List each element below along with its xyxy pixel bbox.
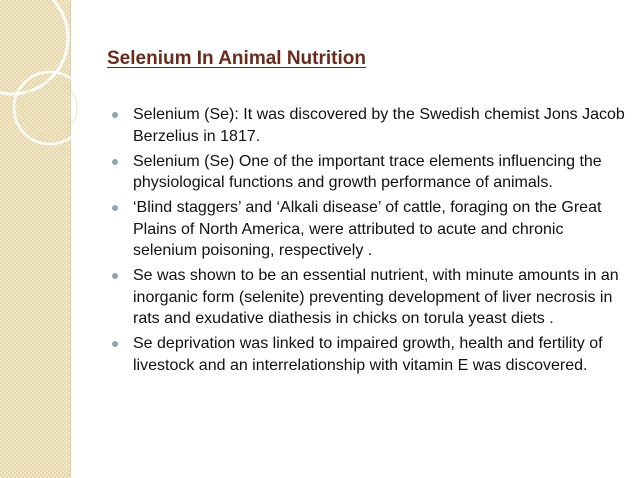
bullet-text: ‘Blind staggers’ and ‘Alkali disease’ of cattle, foraging on the Great Plains of North America, were attributed to acute and chronic selenium poisoning, respectively . [133,199,602,259]
bullet-dot-icon [112,273,118,279]
slide-title: Selenium In Animal Nutrition [107,48,366,69]
bullet-item [112,197,626,262]
bullet-text: Selenium (Se) One of the important trace elements influencing the physiological functions and growth performance of animals. [133,152,602,191]
bullet-text: Se deprivation was linked to impaired growth, health and fertility of livestock and an interrelationship with vitamin E was discovered. [133,335,603,374]
bullet-dot-icon [112,112,118,118]
bullet-item [112,151,626,194]
decorative-circles-icon [0,0,120,200]
bullet-item [112,104,626,147]
bullet-dot-icon [112,159,118,165]
bullet-dot-icon [112,341,118,347]
bullet-item [112,333,626,376]
bullet-dot-icon [112,205,118,211]
bullet-text: Selenium (Se): It was discovered by the Swedish chemist Jons Jacob Berzelius in 1817. [133,106,625,145]
bullet-text: Se was shown to be an essential nutrient, with minute amounts in an inorganic form (selenite) preventing development of liver necrosis in rats and exudative diathesis in chicks on torula yeast diets . [133,267,619,327]
bullet-list [112,104,626,380]
bullet-item [112,265,626,330]
